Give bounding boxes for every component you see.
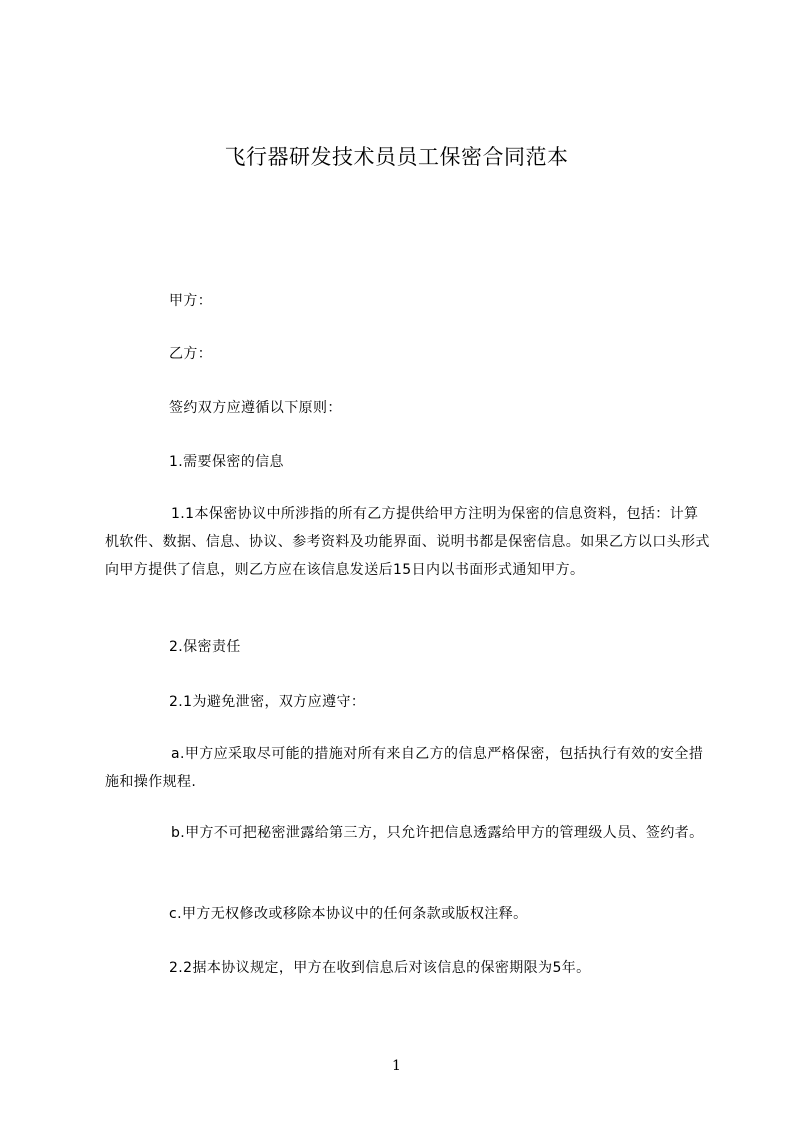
section-2-heading: 2.保密责任 xyxy=(169,639,241,655)
page-number: 1 xyxy=(392,1058,401,1074)
clause-b-paragraph: b.甲方不可把秘密泄露给第三方，只允许把信息透露给甲方的管理级人员、签约者。 xyxy=(171,825,704,841)
clause-a-paragraph: a.甲方应采取尽可能的措施对所有来自乙方的信息严格保密，包括执行有效的安全措施和操作规程. xyxy=(105,746,704,790)
party-b-line: 乙方： xyxy=(169,346,213,362)
principles-intro: 签约双方应遵循以下原则： xyxy=(169,400,342,416)
party-a-line: 甲方： xyxy=(169,293,213,309)
section-2-2-paragraph: 2.2据本协议规定，甲方在收到信息后对该信息的保密期限为5年。 xyxy=(169,960,591,976)
clause-c-paragraph: c.甲方无权修改或移除本协议中的任何条款或版权注释。 xyxy=(169,906,528,922)
section-1-heading: 1.需要保密的信息 xyxy=(169,454,284,470)
document-title: 飞行器研发技术员员工保密合同范本 xyxy=(224,145,569,169)
section-2-1-paragraph: 2.1为避免泄密，双方应遵守： xyxy=(169,694,366,710)
section-1-1-paragraph: 1.1本保密协议中所涉指的所有乙方提供给甲方注明为保密的信息资料，包括：计算机软件、数据、信息、协议、参考资料及功能界面、说明书都是保密信息。如果乙方以口头形式向甲方提供了信息，则乙方应在该信息发送后15日内以书面形式通知甲方。 xyxy=(105,506,710,578)
